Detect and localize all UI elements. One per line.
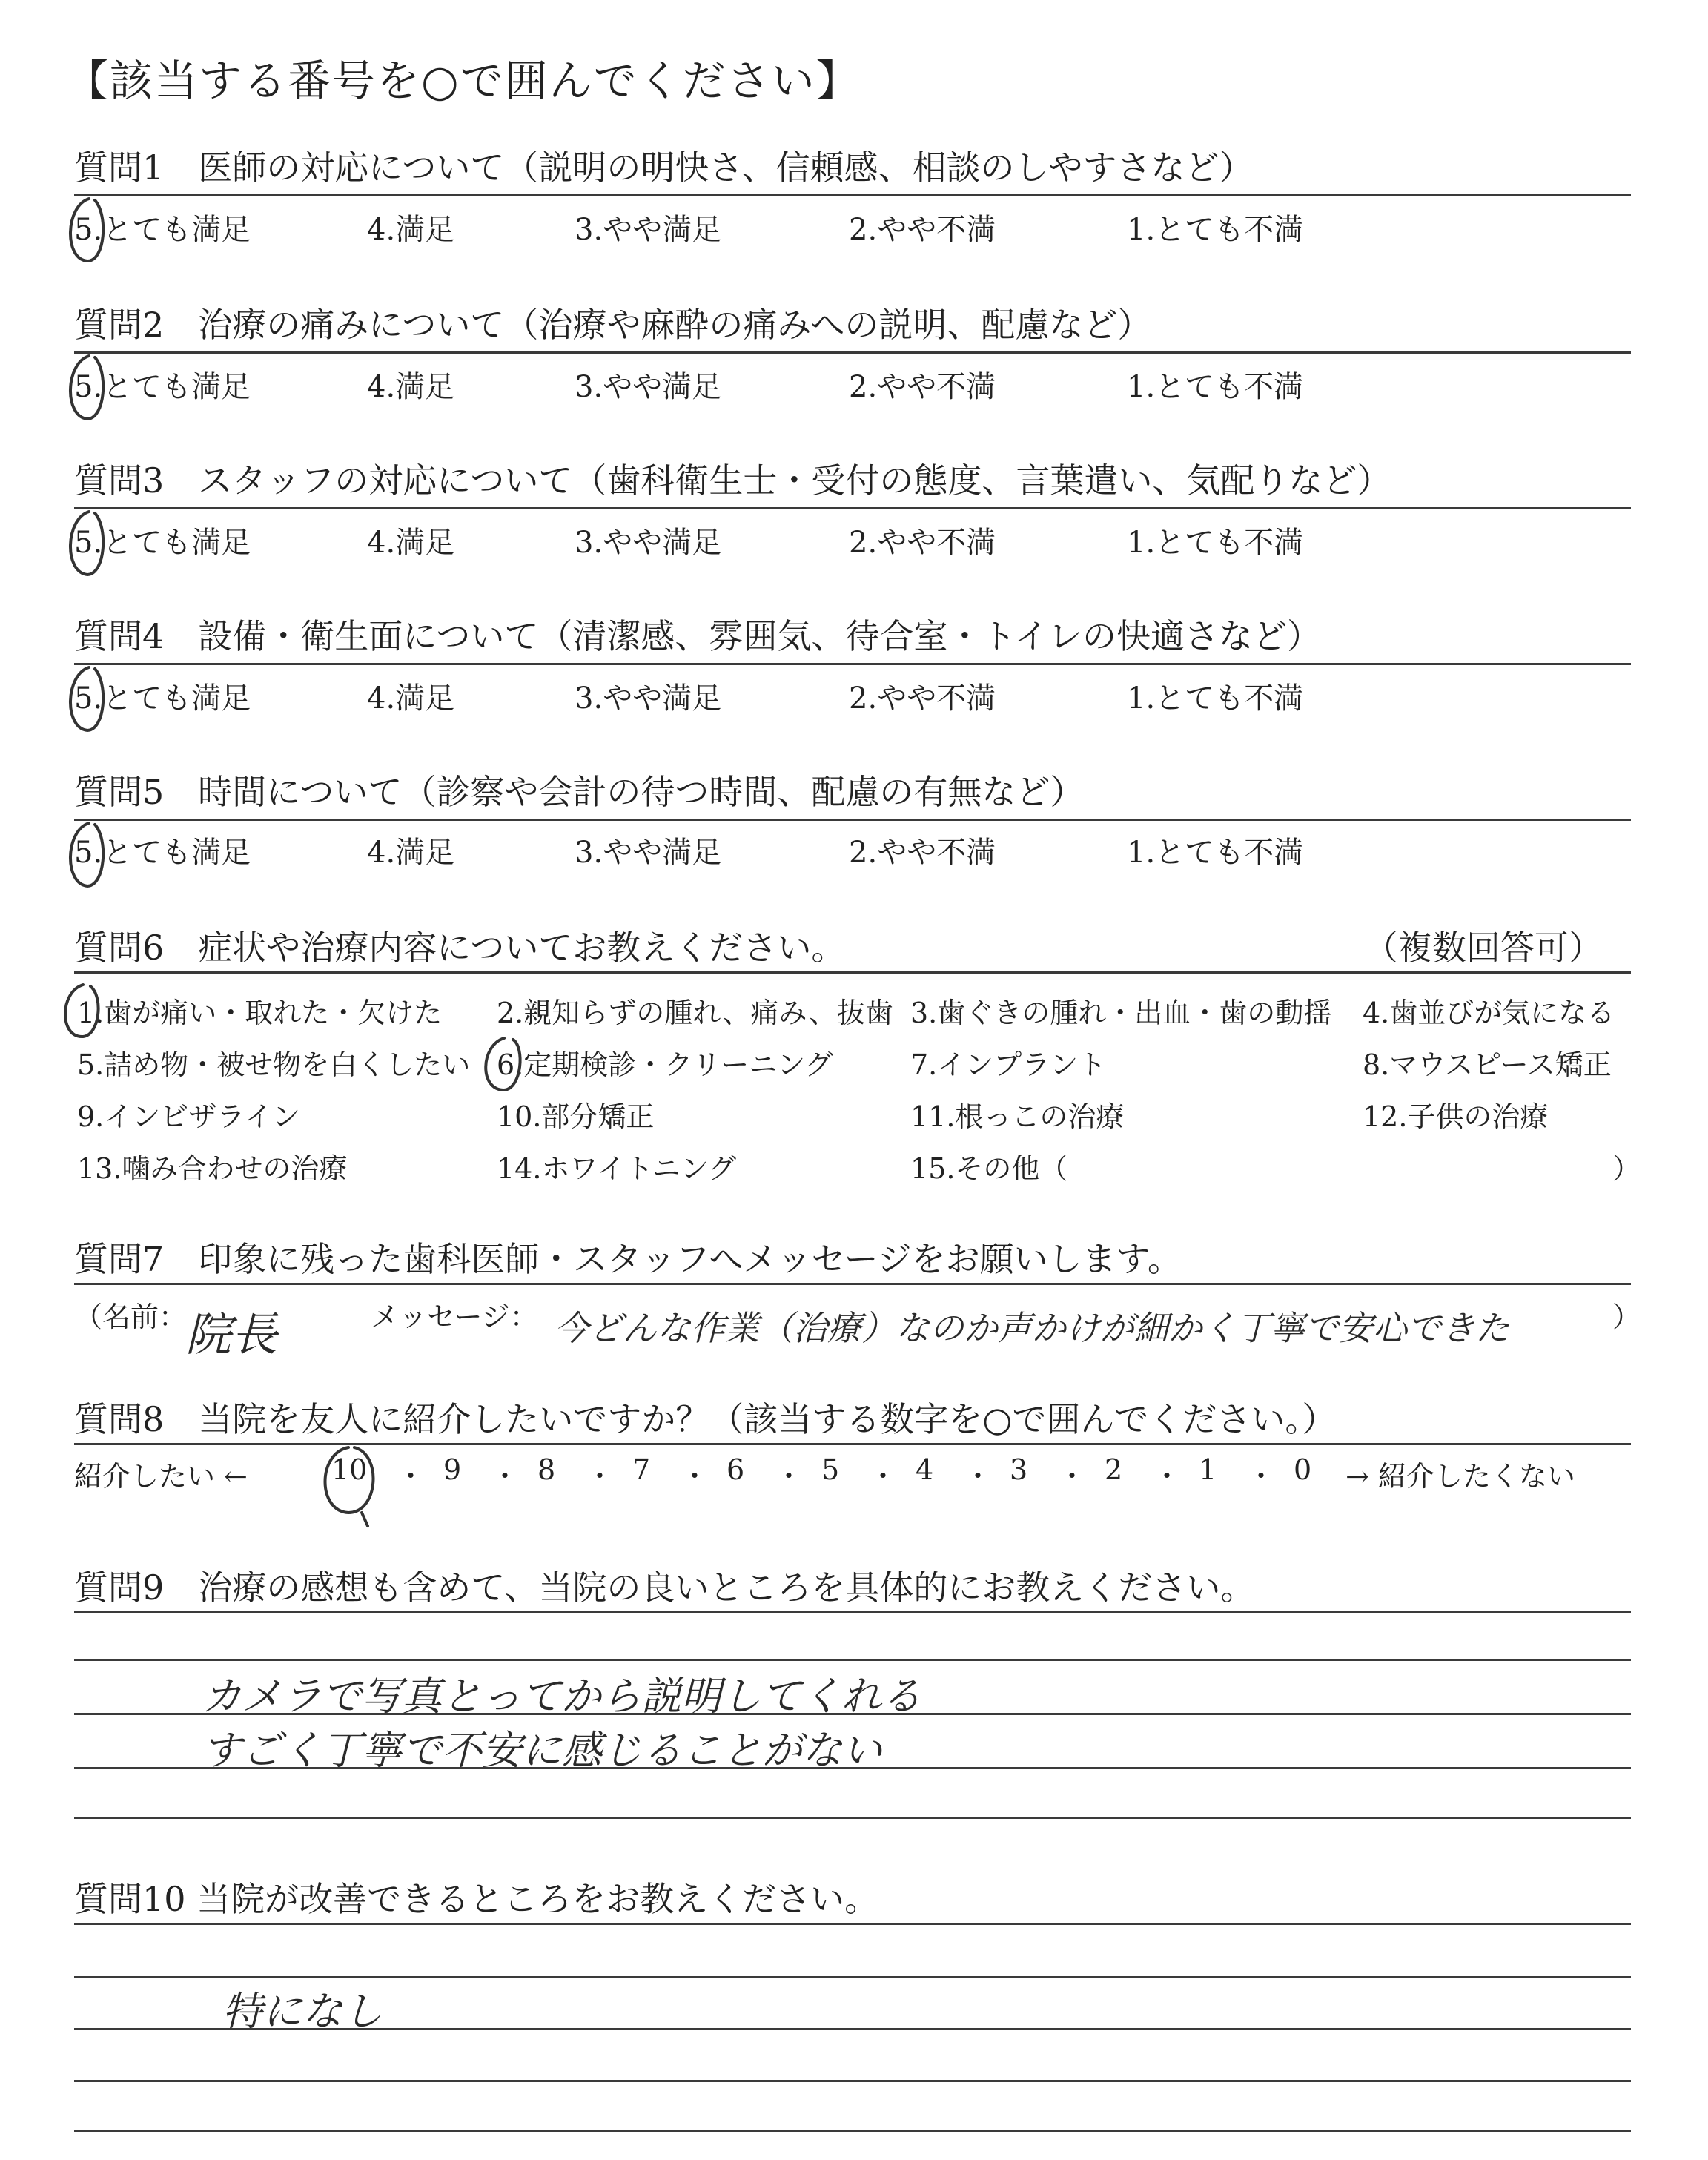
selection-circle — [70, 356, 103, 419]
symptom-option-1[interactable]: 1.歯が痛い・取れた・欠けた — [77, 997, 443, 1029]
selection-circle — [65, 985, 99, 1037]
option-4[interactable]: 4.満足 — [367, 681, 455, 716]
symptom-option-13[interactable]: 13.噛み合わせの治療 — [77, 1152, 348, 1185]
score-7[interactable]: 7 — [632, 1453, 651, 1486]
answer-text-line[interactable]: カメラで写真とってから説明してくれる — [202, 1673, 921, 1720]
option-2[interactable]: 2.やや不満 — [849, 370, 996, 404]
dot-separator: ・ — [681, 1460, 709, 1493]
multiple-answer-note: （複数回答可） — [1364, 928, 1603, 968]
question-title: 質問9 治療の感想も含めて、当院の良いところを具体的にお教えください。 — [74, 1568, 1255, 1608]
option-1[interactable]: 1.とても不満 — [1127, 213, 1304, 247]
option-4[interactable]: 4.満足 — [367, 370, 455, 404]
name-value[interactable]: 院長 — [185, 1307, 278, 1361]
option-2[interactable]: 2.やや不満 — [849, 526, 996, 560]
form-header: 【該当する番号を○で囲んでください】 — [65, 56, 861, 106]
option-3[interactable]: 3.やや満足 — [575, 836, 722, 870]
symptom-option-14[interactable]: 14.ホワイトニング — [497, 1152, 737, 1185]
option-4[interactable]: 4.満足 — [367, 526, 455, 560]
symptom-option-3[interactable]: 3.歯ぐきの腫れ・出血・歯の動揺 — [910, 997, 1332, 1029]
answer-text-line[interactable]: すごく丁寧で不安に感じることがない — [202, 1727, 882, 1774]
option-3[interactable]: 3.やや満足 — [575, 370, 722, 404]
symptom-option-11[interactable]: 11.根っこの治療 — [910, 1100, 1125, 1133]
dot-separator: ・ — [491, 1460, 520, 1493]
dot-separator: ・ — [964, 1460, 993, 1493]
symptom-option-10[interactable]: 10.部分矯正 — [497, 1100, 655, 1133]
option-3[interactable]: 3.やや満足 — [575, 526, 722, 560]
dot-separator: ・ — [1247, 1460, 1276, 1493]
dot-separator: ・ — [869, 1460, 898, 1493]
message-close-paren: ） — [1612, 1301, 1641, 1333]
option-1[interactable]: 1.とても不満 — [1127, 836, 1304, 870]
recommend-left-label: 紹介したい ← — [74, 1460, 248, 1493]
score-4[interactable]: 4 — [916, 1453, 934, 1486]
score-10[interactable]: 10 — [331, 1453, 368, 1486]
score-0[interactable]: 0 — [1294, 1453, 1312, 1486]
symptom-option-4[interactable]: 4.歯並びが気になる — [1363, 997, 1615, 1029]
option-3[interactable]: 3.やや満足 — [575, 681, 722, 716]
option-4[interactable]: 4.満足 — [367, 213, 455, 247]
question-title: 質問10 当院が改善できるところをお教えください。 — [74, 1879, 879, 1919]
option-1[interactable]: 1.とても不満 — [1127, 681, 1304, 716]
symptom-option-2[interactable]: 2.親知らずの腫れ、痛み、抜歯 — [497, 997, 893, 1029]
selection-circle — [70, 199, 103, 261]
dot-separator: ・ — [586, 1460, 615, 1493]
symptom-option-15[interactable]: 15.その他（ — [910, 1152, 1068, 1185]
selection-circle — [486, 1038, 520, 1090]
selection-circle — [325, 1447, 374, 1526]
question-title: 質問1 医師の対応について（説明の明快さ、信頼感、相談のしやすさなど） — [74, 148, 1254, 188]
dot-separator: ・ — [775, 1460, 804, 1493]
score-6[interactable]: 6 — [726, 1453, 745, 1486]
score-8[interactable]: 8 — [537, 1453, 556, 1486]
score-3[interactable]: 3 — [1010, 1453, 1028, 1486]
selection-circle — [70, 823, 103, 886]
dot-separator: ・ — [397, 1460, 426, 1493]
option-2[interactable]: 2.やや不満 — [849, 681, 996, 716]
dot-separator: ・ — [1153, 1460, 1182, 1493]
option-1[interactable]: 1.とても不満 — [1127, 370, 1304, 404]
symptom-option-9[interactable]: 9.インビザライン — [77, 1100, 301, 1133]
score-2[interactable]: 2 — [1105, 1453, 1123, 1486]
option-5[interactable]: 5.とても満足 — [74, 526, 251, 560]
selection-circle — [70, 512, 103, 575]
message-label: メッセージ： — [371, 1301, 538, 1333]
answer-text-line[interactable]: 特になし — [222, 1988, 383, 2035]
other-close-paren: ） — [1612, 1152, 1641, 1185]
option-2[interactable]: 2.やや不満 — [849, 213, 996, 247]
selection-circle — [70, 667, 103, 730]
question-title: 質問3 スタッフの対応について（歯科衛生士・受付の態度、言葉遣い、気配りなど） — [74, 460, 1391, 501]
option-5[interactable]: 5.とても満足 — [74, 370, 251, 404]
question-title: 質問2 治療の痛みについて（治療や麻酔の痛みへの説明、配慮など） — [74, 305, 1152, 345]
question-title: 質問5 時間について（診察や会計の待つ時間、配慮の有無など） — [74, 772, 1085, 812]
option-3[interactable]: 3.やや満足 — [575, 213, 722, 247]
score-1[interactable]: 1 — [1199, 1453, 1217, 1486]
question-title: 質問7 印象に残った歯科医師・スタッフへメッセージをお願いします。 — [74, 1239, 1182, 1279]
score-5[interactable]: 5 — [821, 1453, 840, 1486]
symptom-option-5[interactable]: 5.詰め物・被せ物を白くしたい — [77, 1048, 471, 1081]
symptom-option-7[interactable]: 7.インプラント — [910, 1048, 1107, 1081]
option-4[interactable]: 4.満足 — [367, 836, 455, 870]
score-9[interactable]: 9 — [443, 1453, 462, 1486]
recommend-right-label: → 紹介したくない — [1345, 1460, 1575, 1493]
option-2[interactable]: 2.やや不満 — [849, 836, 996, 870]
option-5[interactable]: 5.とても満足 — [74, 836, 251, 870]
symptom-option-12[interactable]: 12.子供の治療 — [1363, 1100, 1549, 1133]
question-title: 質問4 設備・衛生面について（清潔感、雰囲気、待合室・トイレの快適さなど） — [74, 616, 1322, 656]
option-5[interactable]: 5.とても満足 — [74, 213, 251, 247]
question-title: 質問8 当院を友人に紹介したいですか？（該当する数字を○で囲んでください。） — [74, 1399, 1337, 1439]
name-label: （名前： — [74, 1301, 188, 1333]
option-5[interactable]: 5.とても満足 — [74, 681, 251, 716]
symptom-option-6[interactable]: 6.定期検診・クリーニング — [497, 1048, 833, 1081]
dot-separator: ・ — [1058, 1460, 1087, 1493]
symptom-option-8[interactable]: 8.マウスピース矯正 — [1363, 1048, 1612, 1081]
question-title: 質問6 症状や治療内容についてお教えください。 — [74, 928, 846, 968]
option-1[interactable]: 1.とても不満 — [1127, 526, 1304, 560]
message-value[interactable]: 今どんな作業（治療）なのか声かけが細かく丁寧で安心できた — [555, 1308, 1509, 1348]
